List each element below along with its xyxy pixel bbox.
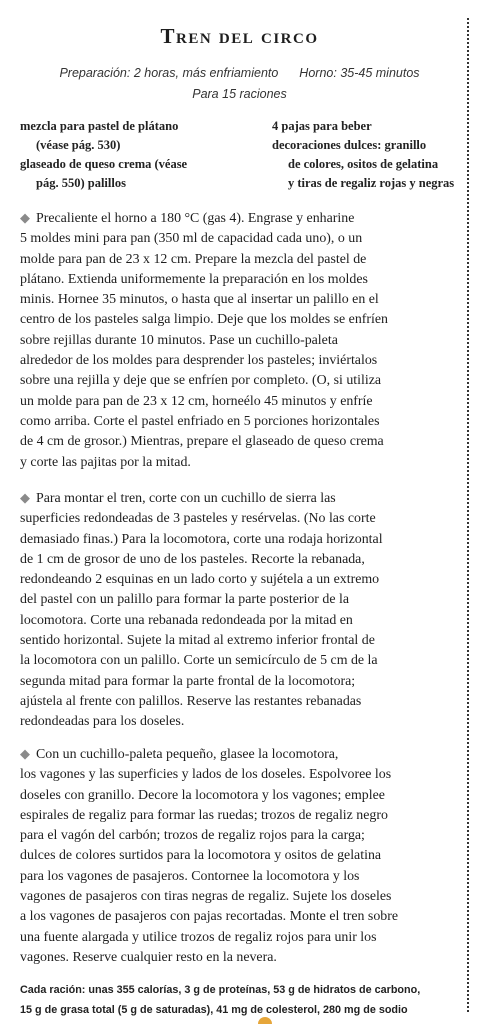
paragraph-line [20, 208, 460, 229]
paragraph-line-text: segunda mitad para formar la parte frontal de la locomotora; [20, 673, 356, 689]
paragraph-line [20, 928, 460, 948]
diamond-bullet-icon: ◆ [20, 746, 30, 761]
paragraph-line-text: locomotora. Corte una rebanada redondeada por la mitad en [20, 612, 353, 628]
paragraph-line [20, 948, 460, 968]
nutrition-line: Cada ración: unas 355 calorías, 3 g de proteínas, 53 g de hidratos de carbono, [20, 984, 421, 996]
paragraph-line [20, 509, 460, 529]
paragraph-line [20, 432, 460, 452]
paragraph-line-text: de 4 cm de grosor.) Mientras, prepare el glaseado de queso crema [20, 434, 384, 450]
timing-line [0, 66, 479, 80]
paragraph-line [20, 867, 460, 887]
paragraph-line-text: espirales de regaliz para formar las ruedas; trozos de regaliz negro [20, 807, 388, 823]
paragraph-line-text: y corte las pajitas por la mitad. [20, 454, 191, 470]
instruction-paragraph-1 [20, 208, 460, 473]
diamond-bullet-icon: ◆ [20, 490, 30, 505]
paragraph-line [20, 907, 460, 927]
prep-label: Preparación: [59, 66, 131, 80]
paragraph-line-text: redondeando 2 esquinas en un lado corto y sujétela a un extremo [20, 572, 380, 588]
paragraph-line [20, 846, 460, 866]
paragraph-line-text: dulces de colores surtidos para la locomotora y ositos de gelatina [20, 848, 382, 864]
servings-label: Para [192, 87, 219, 101]
instruction-paragraph-3 [20, 744, 460, 968]
paragraph-line-text: vagones de pasajeros con tiras negras de regaliz. Sujete los doseles [20, 889, 392, 905]
paragraph-line-text: 5 moldes mini para pan (350 ml de capacidad cada uno), o un [20, 231, 363, 247]
paragraph-line [20, 786, 460, 806]
paragraph-line [20, 331, 460, 351]
paragraph-line-text: para los vagones de pasajeros. Contornee la locomotora y los [20, 868, 360, 884]
ingredient-line: glaseado de queso crema (véase [20, 157, 188, 171]
paragraph-line [20, 806, 460, 826]
oven-value: 35-45 minutos [340, 66, 420, 80]
paragraph-line-text: Precaliente el horno a 180 °C (gas 4). Engrase y enharine [36, 211, 355, 226]
paragraph-line-text: como arriba. Corte el pastel enfriado en 5 porciones horizontales [20, 413, 380, 429]
paragraph-line-text: un molde para pan de 23 x 12 cm, horneélo 45 minutos y enfríe [20, 393, 373, 409]
paragraph-line-text: sentido horizontal. Sujete la mitad al extremo inferior frontal de [20, 633, 375, 649]
paragraph-line [20, 530, 460, 550]
paragraph-line [20, 392, 460, 412]
paragraph-line [20, 570, 460, 590]
paragraph-line [20, 826, 460, 846]
paragraph-line-text: de 1 cm de grosor de uno de los pasteles. Recorte la rebanada, [20, 551, 365, 567]
paragraph-line [20, 371, 460, 391]
paragraph-line [20, 887, 460, 907]
paragraph-line-text: centro de los pasteles salga limpio. Deje que los moldes se enfríen [20, 312, 389, 328]
paragraph-line-text: a los vagones de pasajeros con pajas recortadas. Monte el tren sobre [20, 909, 398, 925]
paragraph-line-text: los vagones y las superficies y lados de los doseles. Espolvoree los [20, 767, 392, 783]
paragraph-line [20, 631, 460, 651]
paragraph-line-text: doseles con granillo. Decore la locomotora y los vagones; emplee [20, 787, 385, 803]
paragraph-line-text: sobre rejillas durante 10 minutos. Pase un cuchillo-paleta [20, 332, 338, 348]
servings-line [0, 87, 479, 101]
ingredient-line: de colores, ositos de gelatina [288, 157, 439, 171]
paragraph-line-text: demasiado finas.) Para la locomotora, corte una rodaja horizontal [20, 531, 383, 547]
paragraph-line [20, 250, 460, 270]
paragraph-line [20, 765, 460, 785]
paragraph-line-text: para el vagón del carbón; trozos de regaliz rojos para la carga; [20, 828, 365, 844]
paragraph-line [20, 270, 460, 290]
instruction-paragraph-2 [20, 488, 460, 733]
ingredient-line: (véase pág. 530) [36, 138, 121, 152]
paragraph-line-text: redondeadas para los doseles. [20, 714, 185, 730]
ingredient-line: y tiras de regaliz rojas y negras [288, 176, 455, 190]
ingredient-line: mezcla para pastel de plátano [20, 119, 179, 133]
paragraph-line [20, 692, 460, 712]
decorative-ornament [258, 1017, 272, 1024]
paragraph-line-text: plátano. Extienda uniformemente la preparación en los moldes [20, 271, 368, 287]
paragraph-line [20, 590, 460, 610]
paragraph-line [20, 453, 460, 473]
paragraph-line-text: sobre una rejilla y deje que se enfríen por completo. (O, si utiliza [20, 373, 382, 389]
ingredients-right [272, 117, 472, 193]
ingredient-line: pág. 550) palillos [36, 176, 126, 190]
paragraph-line [20, 488, 460, 509]
paragraph-line-text: del pastel con un palillo para formar la parte posterior de la [20, 592, 350, 608]
paragraph-line [20, 712, 460, 732]
paragraph-line-text: vagones. Reserve cualquier resto en la nevera. [20, 949, 277, 965]
prep-value: 2 horas, más enfriamiento [133, 66, 279, 80]
paragraph-line-text: minis. Hornee 35 minutos, o hasta que al insertar un palillo en el [20, 292, 379, 308]
recipe-title: Tren del circo [160, 24, 319, 48]
paragraph-line-text: Con un cuchillo-paleta pequeño, glasee la locomotora, [36, 747, 339, 762]
nutrition-info [20, 980, 465, 1020]
paragraph-line-text: superficies redondeadas de 3 pasteles y resérvelas. (No las corte [20, 511, 376, 527]
paragraph-line [20, 310, 460, 330]
ingredient-line: 4 pajas para beber [272, 119, 372, 133]
paragraph-line [20, 672, 460, 692]
ingredients-left [20, 117, 255, 193]
diamond-bullet-icon: ◆ [20, 210, 30, 225]
paragraph-line [20, 611, 460, 631]
ingredient-line: decoraciones dulces: granillo [272, 138, 427, 152]
paragraph-line-text: Para montar el tren, corte con un cuchillo de sierra las [36, 491, 336, 506]
paragraph-line [20, 651, 460, 671]
paragraph-line [20, 229, 460, 249]
paragraph-line-text: molde para pan de 23 x 12 cm. Prepare la mezcla del pastel de [20, 251, 367, 267]
paragraph-line-text: una fuente alargada y utilice trozos de regaliz rojos para unir los [20, 929, 377, 945]
oven-label: Horno: [299, 66, 337, 80]
paragraph-line [20, 351, 460, 371]
servings-value: 15 raciones [222, 87, 287, 101]
paragraph-line [20, 550, 460, 570]
paragraph-line [20, 744, 460, 765]
paragraph-line-text: ajústela al frente con palillos. Reserve las restantes rebanadas [20, 693, 362, 709]
paragraph-line [20, 412, 460, 432]
paragraph-line-text: alrededor de los moldes para desprender los pasteles; inviértalos [20, 353, 378, 369]
paragraph-line [20, 290, 460, 310]
paragraph-line-text: la locomotora con un palillo. Corte un semicírculo de 5 cm de la [20, 653, 378, 669]
nutrition-line: 15 g de grasa total (5 g de saturadas), 41 mg de colesterol, 280 mg de sodio [20, 1004, 408, 1016]
